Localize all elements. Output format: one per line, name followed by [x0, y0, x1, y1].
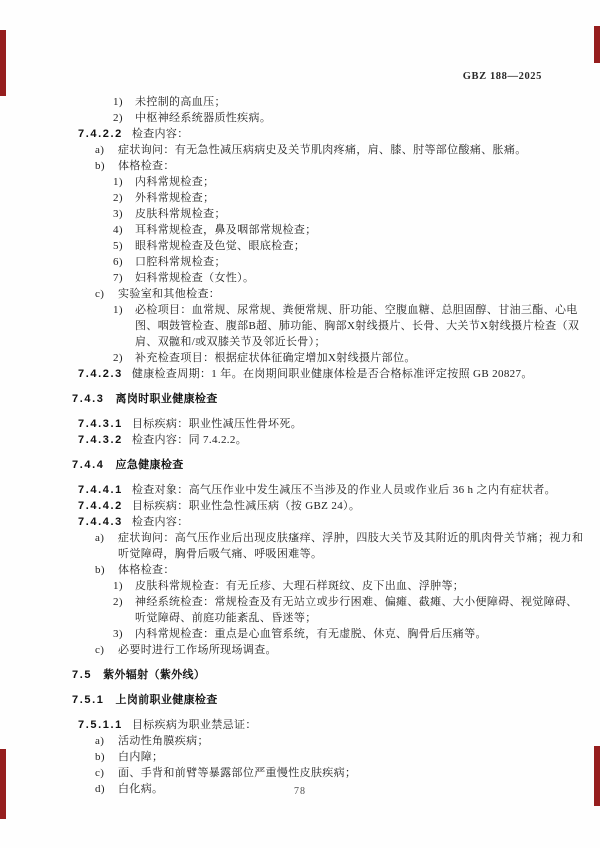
- list-item: [113, 190, 546, 206]
- line-text: 内科常规检查：重点是心血管系统，有无虚脱、休克、胸骨后压痛等。: [135, 628, 487, 640]
- clause-number: 1): [113, 304, 123, 316]
- line-text: 目标疾病：职业性急性减压病（按 GBZ 24）。: [131, 500, 361, 512]
- clause-number: 7.4.3: [72, 393, 105, 405]
- clause-number: 7.4.4.3: [78, 516, 123, 528]
- clause-number: 1): [113, 176, 123, 188]
- line-text: 体格检查：: [118, 564, 175, 576]
- line-text: 上岗前职业健康检查: [115, 694, 218, 706]
- clause-number: c): [95, 644, 105, 656]
- line-text: 面、手背和前臂等暴露部位严重慢性皮肤疾病；: [118, 767, 357, 779]
- clause-number: 3): [113, 208, 123, 220]
- line-text: 口腔科常规检查；: [135, 256, 226, 268]
- line-text: 内科常规检查；: [135, 176, 215, 188]
- clause-number: 7.4.2.2: [78, 128, 123, 140]
- line-text: 目标疾病为职业禁忌证：: [131, 719, 257, 731]
- line-text: 白内障；: [118, 751, 164, 763]
- list-item: [95, 642, 546, 658]
- document-body: [72, 94, 584, 797]
- list-item: [113, 626, 546, 642]
- clause-number: 7.4.4.2: [78, 500, 123, 512]
- clause-line: [78, 482, 556, 498]
- section-heading: [72, 667, 546, 683]
- list-item: [113, 174, 546, 190]
- clause-number: 1): [113, 96, 123, 108]
- line-text: 体格检查：: [118, 160, 175, 172]
- list-item: [95, 142, 546, 158]
- standard-code-header: GBZ 188—2025: [462, 71, 542, 82]
- line-text: 检查内容：: [131, 128, 189, 140]
- clause-number: 7.4.3.2: [78, 434, 123, 446]
- clause-number: 7.5.1.1: [78, 719, 123, 731]
- clause-line: [78, 498, 546, 514]
- scan-edge-mark-bottom-left: [0, 749, 6, 819]
- page-number: 78: [294, 786, 306, 797]
- list-item: [113, 222, 546, 238]
- clause-number: a): [95, 735, 105, 747]
- clause-number: 2): [113, 192, 123, 204]
- continuation-line: [135, 318, 580, 334]
- clause-line: [78, 717, 546, 733]
- clause-number: 2): [113, 112, 123, 124]
- clause-number: 7.4.4.1: [78, 484, 123, 496]
- list-item: [113, 94, 546, 110]
- line-text: 实验室和其他检查：: [118, 288, 221, 300]
- clause-number: b): [95, 564, 105, 576]
- line-text: 必检项目：血常规、尿常规、粪便常规、肝功能、空腹血糖、总胆固醇、甘油三酯、心电: [135, 304, 578, 316]
- clause-number: b): [95, 160, 105, 172]
- line-text: 肩、双髋和/或双膝关节及邻近长骨）；: [135, 336, 326, 348]
- line-text: 皮肤科常规检查；: [135, 208, 226, 220]
- clause-line: [78, 366, 546, 382]
- line-text: 中枢神经系统器质性疾病。: [135, 112, 272, 124]
- clause-number: 7.5: [72, 669, 93, 681]
- section-heading: [72, 692, 546, 708]
- clause-number: 7): [113, 272, 123, 284]
- scan-edge-mark-bottom-right: [594, 746, 600, 806]
- clause-number: c): [95, 288, 105, 300]
- clause-line: [78, 416, 546, 432]
- clause-number: 4): [113, 224, 123, 236]
- clause-number: 6): [113, 256, 123, 268]
- clause-line: [78, 514, 546, 530]
- line-text: 检查内容：同 7.4.2.2。: [131, 434, 248, 446]
- clause-number: a): [95, 532, 105, 544]
- line-text: 症状询问：有无急性减压病病史及关节肌肉疼痛，肩、膝、肘等部位酸痛、胀痛。: [118, 144, 527, 156]
- line-text: 眼科常规检查及色觉、眼底检查；: [135, 240, 306, 252]
- line-text: 补充检查项目：根据症状体征确定增加X射线摄片部位。: [135, 352, 416, 364]
- clause-number: 2): [113, 596, 123, 608]
- line-text: 未控制的高血压；: [135, 96, 226, 108]
- line-text: 紫外辐射（紫外线）: [103, 669, 206, 681]
- line-text: 神经系统检查：常规检查及有无站立或步行困难、偏瘫、截瘫、大小便障碍、视觉障碍、: [135, 596, 578, 608]
- line-text: 妇科常规检查（女性）。: [135, 272, 255, 284]
- line-text: 必要时进行工作场所现场调查。: [118, 644, 277, 656]
- clause-number: 2): [113, 352, 123, 364]
- list-item: [95, 749, 546, 765]
- list-item: [113, 578, 546, 594]
- section-heading: [72, 457, 546, 473]
- line-text: 检查对象：高气压作业中发生减压不当涉及的作业人员或作业后 36 h 之内有症状者。: [131, 484, 556, 496]
- list-item: [95, 158, 546, 174]
- list-item: [95, 562, 546, 578]
- clause-number: 7.4.4: [72, 459, 105, 471]
- clause-line: [78, 126, 546, 142]
- clause-number: 7.5.1: [72, 694, 105, 706]
- scan-edge-mark-top-right: [594, 26, 600, 63]
- clause-number: 5): [113, 240, 123, 252]
- line-text: 活动性角膜疾病；: [118, 735, 209, 747]
- line-text: 白化病。: [118, 783, 164, 795]
- clause-number: 3): [113, 628, 123, 640]
- line-text: 外科常规检查；: [135, 192, 215, 204]
- clause-number: b): [95, 751, 105, 763]
- line-text: 离岗时职业健康检查: [115, 393, 218, 405]
- clause-number: a): [95, 144, 105, 156]
- line-text: 皮肤科常规检查：有无丘疹、大理石样斑纹、皮下出血、浮肿等；: [135, 580, 465, 592]
- clause-line: [78, 432, 546, 448]
- clause-number: d): [95, 783, 105, 795]
- list-item: [95, 765, 546, 781]
- line-text: 耳科常规检查，鼻及咽部常规检查；: [135, 224, 317, 236]
- clause-number: 7.4.3.1: [78, 418, 123, 430]
- line-text: 听觉障碍，胸骨后吸气痛、呼吸困难等。: [118, 548, 323, 560]
- clause-number: 7.4.2.3: [78, 368, 123, 380]
- list-item: [113, 206, 546, 222]
- list-item: [95, 286, 546, 302]
- section-heading: [72, 391, 546, 407]
- list-item: [113, 238, 546, 254]
- continuation-line: [135, 610, 546, 626]
- list-item: [95, 733, 546, 749]
- list-item: [95, 530, 584, 546]
- list-item: [113, 270, 546, 286]
- clause-number: 1): [113, 580, 123, 592]
- line-text: 症状询问：高气压作业后出现皮肤瘙痒、浮肿，四肢大关节及其附近的肌肉骨关节痛；视力和: [118, 532, 584, 544]
- line-text: 听觉障碍、前庭功能紊乱、昏迷等；: [135, 612, 317, 624]
- list-item: [113, 110, 546, 126]
- line-text: 应急健康检查: [115, 459, 184, 471]
- continuation-line: [135, 334, 546, 350]
- scan-edge-mark-top-left: [0, 30, 6, 96]
- continuation-line: [118, 546, 546, 562]
- list-item: [113, 254, 546, 270]
- list-item: [113, 350, 546, 366]
- line-text: 健康检查周期：1 年。在岗期间职业健康体检是否合格标准评定按照 GB 20827。: [131, 368, 533, 380]
- line-text: 目标疾病：职业性减压性骨坏死。: [131, 418, 303, 430]
- list-item: [113, 594, 578, 610]
- line-text: 图、咽鼓管检查、腹部B超、肺功能、胸部X射线摄片、长骨、大关节X射线摄片检查（双: [135, 320, 580, 332]
- clause-number: c): [95, 767, 105, 779]
- list-item: [113, 302, 578, 318]
- line-text: 检查内容：: [131, 516, 189, 528]
